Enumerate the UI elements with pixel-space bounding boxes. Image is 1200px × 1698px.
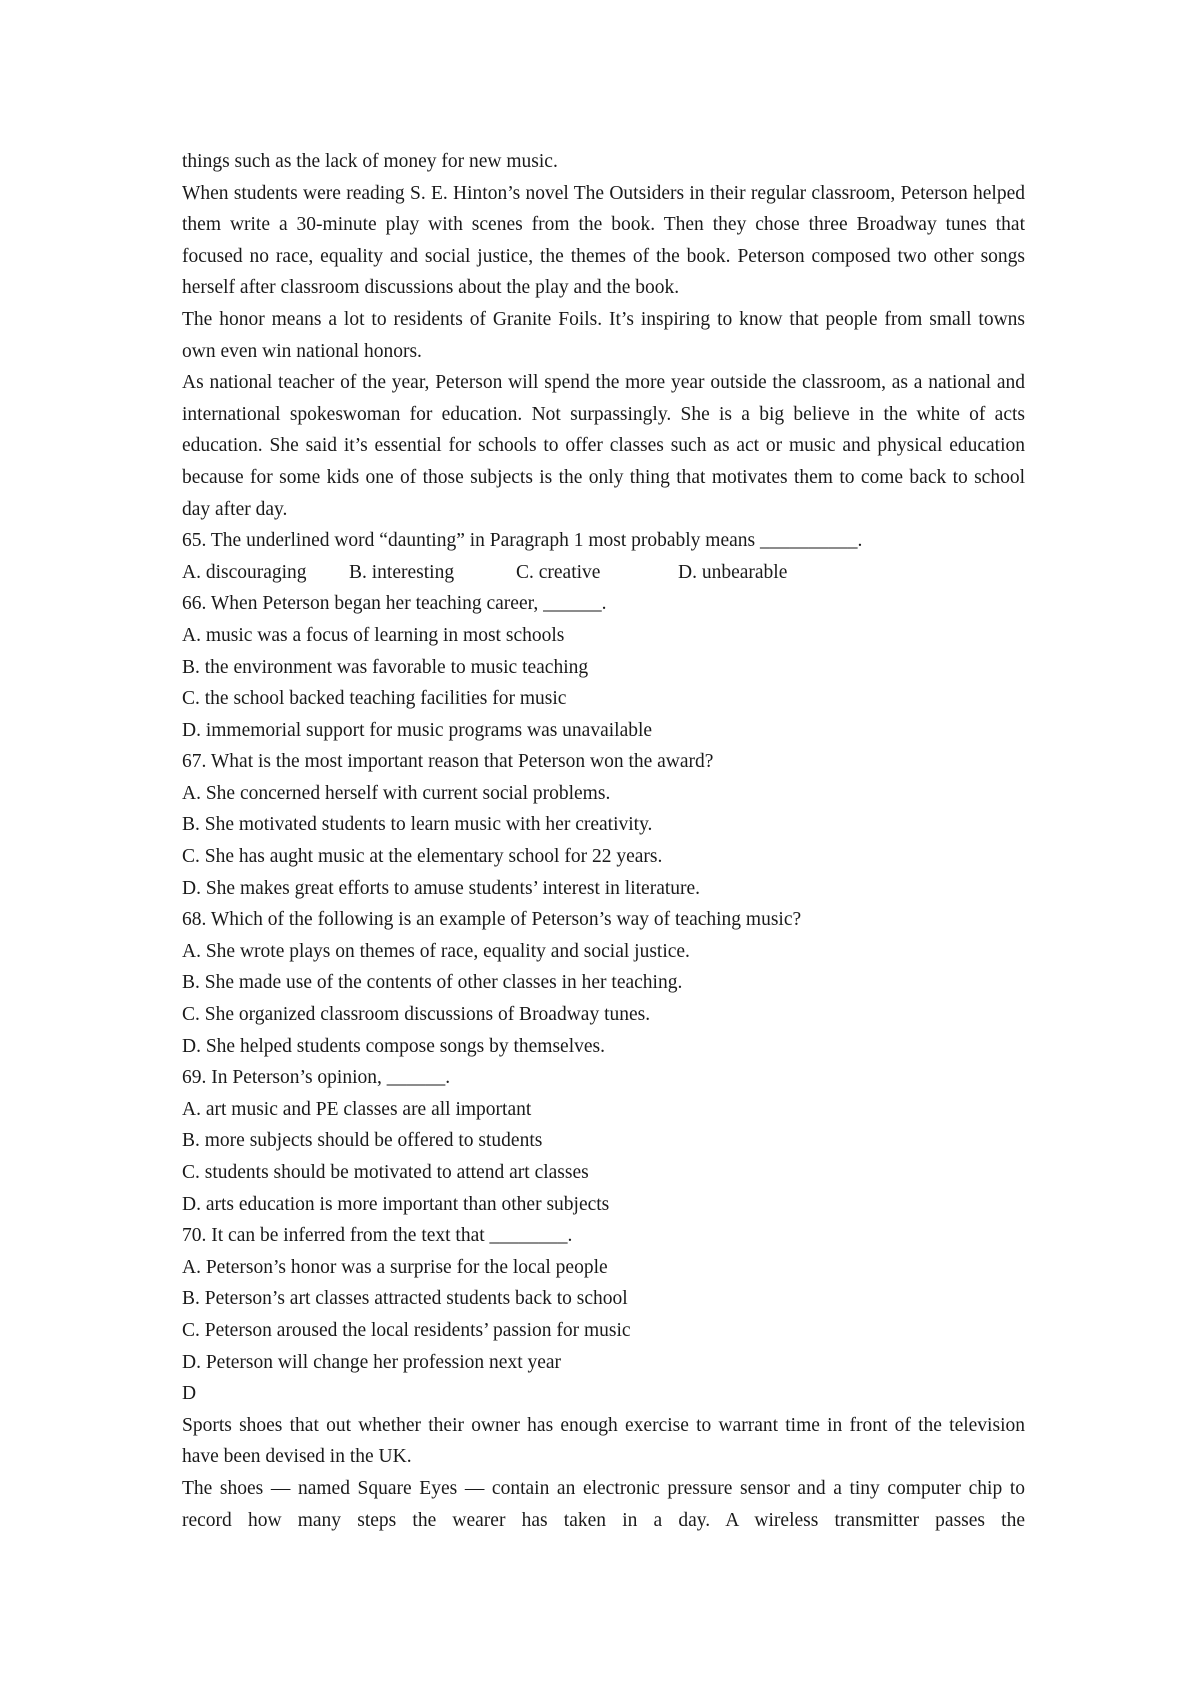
question-65	[182, 525, 1025, 588]
option-b: B. interesting	[349, 561, 455, 583]
question-stem: 66. When Peterson began her teaching career, ______.	[182, 593, 607, 615]
options-row	[182, 557, 1025, 589]
option-d: D. Peterson will change her profession next year	[182, 1351, 562, 1373]
passage-c-continuation: things such as the lack of money for new music.	[182, 151, 558, 172]
question-68	[182, 904, 1025, 1062]
document-page	[182, 146, 1025, 1536]
option-d: D. She helped students compose songs by themselves.	[182, 1035, 605, 1057]
question-stem: 69. In Peterson’s opinion, ______.	[182, 1067, 451, 1089]
option-d: D. She makes great efforts to amuse students’ interest in literature.	[182, 877, 701, 899]
option-c: C. students should be motivated to attend art classes	[182, 1162, 589, 1183]
option-b: B. more subjects should be offered to students	[182, 1130, 543, 1152]
option-d: D. unbearable	[678, 561, 788, 583]
option-c: C. the school backed teaching facilities for music	[182, 688, 567, 710]
option-a: A. Peterson’s honor was a surprise for the local people	[182, 1256, 608, 1278]
option-c: C. She has aught music at the elementary school for 22 years.	[182, 846, 663, 868]
option-a: A. music was a focus of learning in most schools	[182, 624, 565, 646]
option-a: A. art music and PE classes are all important	[182, 1098, 532, 1120]
question-69	[182, 1062, 1025, 1220]
question-67	[182, 746, 1025, 904]
passage-c-paragraph: The honor means a lot to residents of Granite Foils. It’s inspiring to know that people from small towns own even win national honors.	[182, 308, 1025, 362]
passage-d-label: D	[182, 1383, 197, 1405]
question-66	[182, 588, 1025, 746]
option-c: C. She organized classroom discussions of Broadway tunes.	[182, 1004, 651, 1026]
option-b: B. Peterson’s art classes attracted students back to school	[182, 1288, 628, 1310]
option-a: A. She wrote plays on themes of race, equality and social justice.	[182, 940, 690, 962]
question-stem: 67. What is the most important reason that Peterson won the award?	[182, 751, 714, 773]
option-a: A. She concerned herself with current social problems.	[182, 782, 611, 804]
option-c: C. creative	[516, 561, 601, 583]
option-d: D. immemorial support for music programs was unavailable	[182, 719, 653, 741]
question-70	[182, 1220, 1025, 1378]
option-c: C. Peterson aroused the local residents’ passion for music	[182, 1319, 631, 1341]
option-b: B. the environment was favorable to music teaching	[182, 656, 589, 678]
option-d: D. arts education is more important than other subjects	[182, 1193, 610, 1215]
passage-d-paragraph: Sports shoes that out whether their owner has enough exercise to warrant time in front of the television have been devised in the UK.	[182, 1414, 1025, 1468]
passage-c-paragraph: As national teacher of the year, Peterson will spend the more year outside the classroom, as a national and international spokeswoman for education. Not surpassingly. She is a big believe in the white of acts education. She said it’s essential for schools to offer classes such as act or music and physical education because for some kids one of those subjects is the only thing that motivates them to come back to school day after day.	[182, 372, 1025, 520]
question-stem: 70. It can be inferred from the text that ________.	[182, 1225, 573, 1247]
question-stem: 65. The underlined word “daunting” in Paragraph 1 most probably means __________.	[182, 530, 863, 552]
passage-d-paragraph: The shoes — named Square Eyes — contain an electronic pressure sensor and a tiny computer chip to record how many steps the wearer has taken in a day. A wireless transmitter passes the	[182, 1477, 1025, 1531]
question-stem: 68. Which of the following is an example of Peterson’s way of teaching music?	[182, 909, 802, 931]
passage-c-paragraph: When students were reading S. E. Hinton’s novel The Outsiders in their regular classroom, Peterson helped them write a 30-minute play with scenes from the book. Then they chose three Broadway tunes that focused no race, equality and social justice, the themes of the book. Peterson composed two other songs herself after classroom discussions about the play and the book.	[182, 182, 1025, 299]
option-a: A. discouraging	[182, 561, 307, 583]
option-b: B. She made use of the contents of other classes in her teaching.	[182, 972, 683, 994]
option-b: B. She motivated students to learn music with her creativity.	[182, 814, 653, 836]
